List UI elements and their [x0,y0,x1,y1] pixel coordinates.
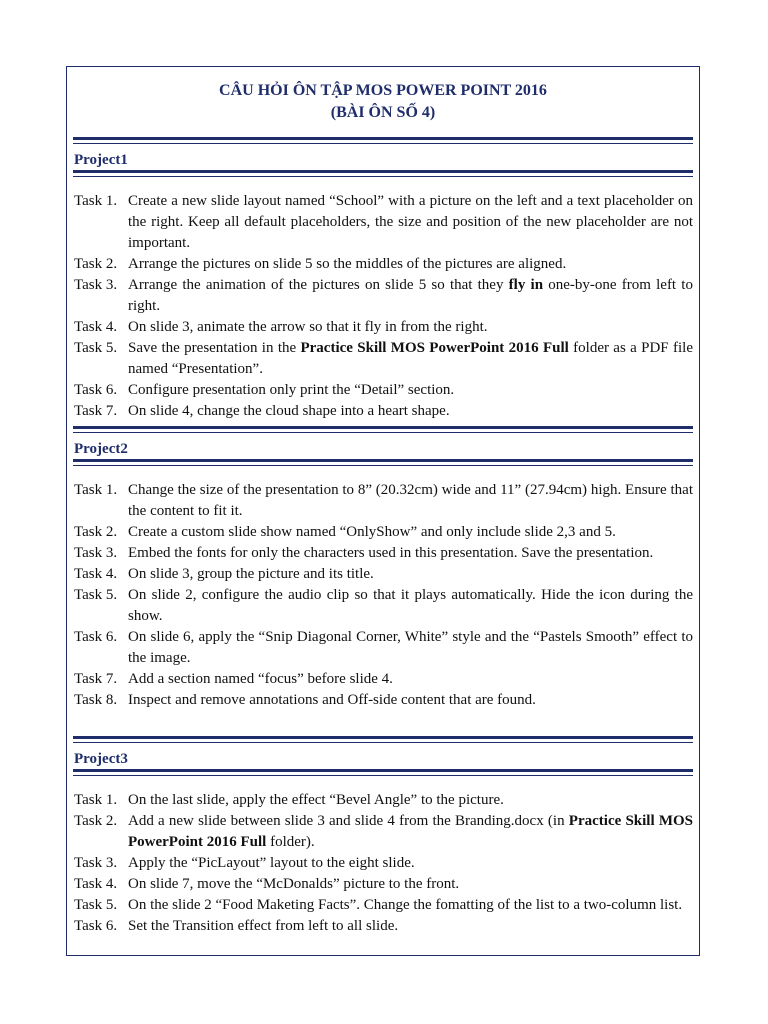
section-divider [73,459,693,466]
task-item [74,585,693,627]
task-item [74,522,693,543]
task-text-segment: Apply the “PicLayout” layout to the eight slide. [128,855,415,871]
task-text-segment: On slide 3, group the picture and its title. [128,566,374,582]
task-text [128,191,693,254]
task-label: Task 3. [74,277,118,293]
task-text [128,480,693,522]
task-item [74,895,693,916]
task-text [128,690,693,711]
task-label: Task 4. [74,319,118,335]
section-divider [73,137,693,144]
task-item [74,627,693,669]
task-text [128,853,693,874]
task-label: Task 2. [74,256,118,272]
task-text [128,338,693,380]
task-list-project1 [74,191,693,422]
task-text [128,627,693,669]
task-text-segment: On slide 2, configure the audio clip so that it plays automatically. Hide the icon during the show. [128,587,693,624]
task-item [74,853,693,874]
task-label: Task 3. [74,855,118,871]
task-label: Task 5. [74,587,118,603]
task-item [74,317,693,338]
task-label: Task 2. [74,813,118,829]
document-frame [66,66,700,956]
task-label: Task 4. [74,566,118,582]
task-text-bold: Practice Skill MOS PowerPoint 2016 Full [300,340,569,356]
task-text-bold: fly in [508,277,544,293]
task-text [128,895,693,916]
task-item [74,480,693,522]
section-divider [73,170,693,177]
task-label: Task 3. [74,545,118,561]
task-item [74,254,693,275]
task-item [74,564,693,585]
task-label: Task 8. [74,692,118,708]
task-text [128,380,693,401]
task-label: Task 1. [74,482,118,498]
project-title-2: Project2 [74,441,128,457]
task-text [128,254,693,275]
task-text-segment: Create a new slide layout named “School” with a picture on the left and a text placeholder on the right. Keep all default placeholders, the size and position of the new placeholder are not important. [128,193,693,251]
task-label: Task 5. [74,897,118,913]
task-item [74,690,693,711]
task-label: Task 6. [74,382,118,398]
task-text-segment: folder as a PDF file named “Presentation”. [128,340,693,377]
project-title-1: Project1 [74,152,128,168]
task-text-segment: Inspect and remove annotations and Off-side content that are found. [128,692,536,708]
document-title: CÂU HỎI ÔN TẬP MOS POWER POINT 2016 [219,82,547,99]
task-text-segment: On the slide 2 “Food Maketing Facts”. Change the fomatting of the list to a two-column list. [128,897,683,913]
task-text-bold: Practice Skill MOS PowerPoint 2016 Full [128,813,694,850]
task-text-segment: folder). [266,834,315,850]
task-text [128,543,693,564]
task-text-segment: Change the size of the presentation to 8” (20.32cm) wide and 11” (27.94cm) high. Ensure that the content to fit it. [128,482,693,519]
task-item [74,874,693,895]
task-text-segment: Arrange the pictures on slide 5 so the middles of the pictures are aligned. [128,256,567,272]
task-text [128,401,693,422]
project-title-3: Project3 [74,751,128,767]
task-item [74,669,693,690]
section-divider [73,426,693,433]
task-label: Task 1. [74,193,118,209]
task-label: Task 4. [74,876,118,892]
task-text-segment: Create a custom slide show named “OnlyShow” and only include slide 2,3 and 5. [128,524,616,540]
task-text-segment: On slide 4, change the cloud shape into a heart shape. [128,403,450,419]
task-label: Task 6. [74,629,118,645]
task-text-segment: Configure presentation only print the “Detail” section. [128,382,455,398]
task-text-segment: Embed the fonts for only the characters used in this presentation. Save the presentation. [128,545,654,561]
task-text-segment: Set the Transition effect from left to all slide. [128,918,399,934]
task-text-segment: Add a new slide between slide 3 and slide 4 from the Branding.docx (in [128,813,569,829]
task-list-project3 [74,790,693,937]
task-label: Task 5. [74,340,118,356]
task-text-segment: Arrange the animation of the pictures on slide 5 so that they [128,277,509,293]
task-list-project2 [74,480,693,711]
task-item [74,380,693,401]
task-text [128,669,693,690]
task-text-segment: On slide 7, move the “McDonalds” picture to the front. [128,876,460,892]
task-text [128,811,693,853]
section-divider [73,736,693,743]
task-label: Task 6. [74,918,118,934]
task-text [128,275,693,317]
task-item [74,401,693,422]
task-text [128,585,693,627]
task-text [128,522,693,543]
task-label: Task 2. [74,524,118,540]
task-text-segment: Add a section named “focus” before slide 4. [128,671,393,687]
task-label: Task 1. [74,792,118,808]
task-item [74,916,693,937]
task-text [128,874,693,895]
task-item [74,811,693,853]
task-text-segment: one-by-one from left to right. [128,277,693,314]
task-text-segment: On slide 3, animate the arrow so that it fly in from the right. [128,319,488,335]
task-item [74,338,693,380]
task-text-segment: On slide 6, apply the “Snip Diagonal Corner, White” style and the “Pastels Smooth” effect to the image. [128,629,693,666]
task-item [74,790,693,811]
task-label: Task 7. [74,403,118,419]
task-item [74,275,693,317]
task-text-segment: Save the presentation in the [128,340,301,356]
task-item [74,543,693,564]
task-text [128,916,693,937]
task-text [128,317,693,338]
task-item [74,191,693,254]
task-text [128,790,693,811]
task-text-segment: On the last slide, apply the effect “Bevel Angle” to the picture. [128,792,504,808]
task-label: Task 7. [74,671,118,687]
task-text [128,564,693,585]
document-subtitle: (BÀI ÔN SỐ 4) [330,104,436,121]
section-divider [73,769,693,776]
